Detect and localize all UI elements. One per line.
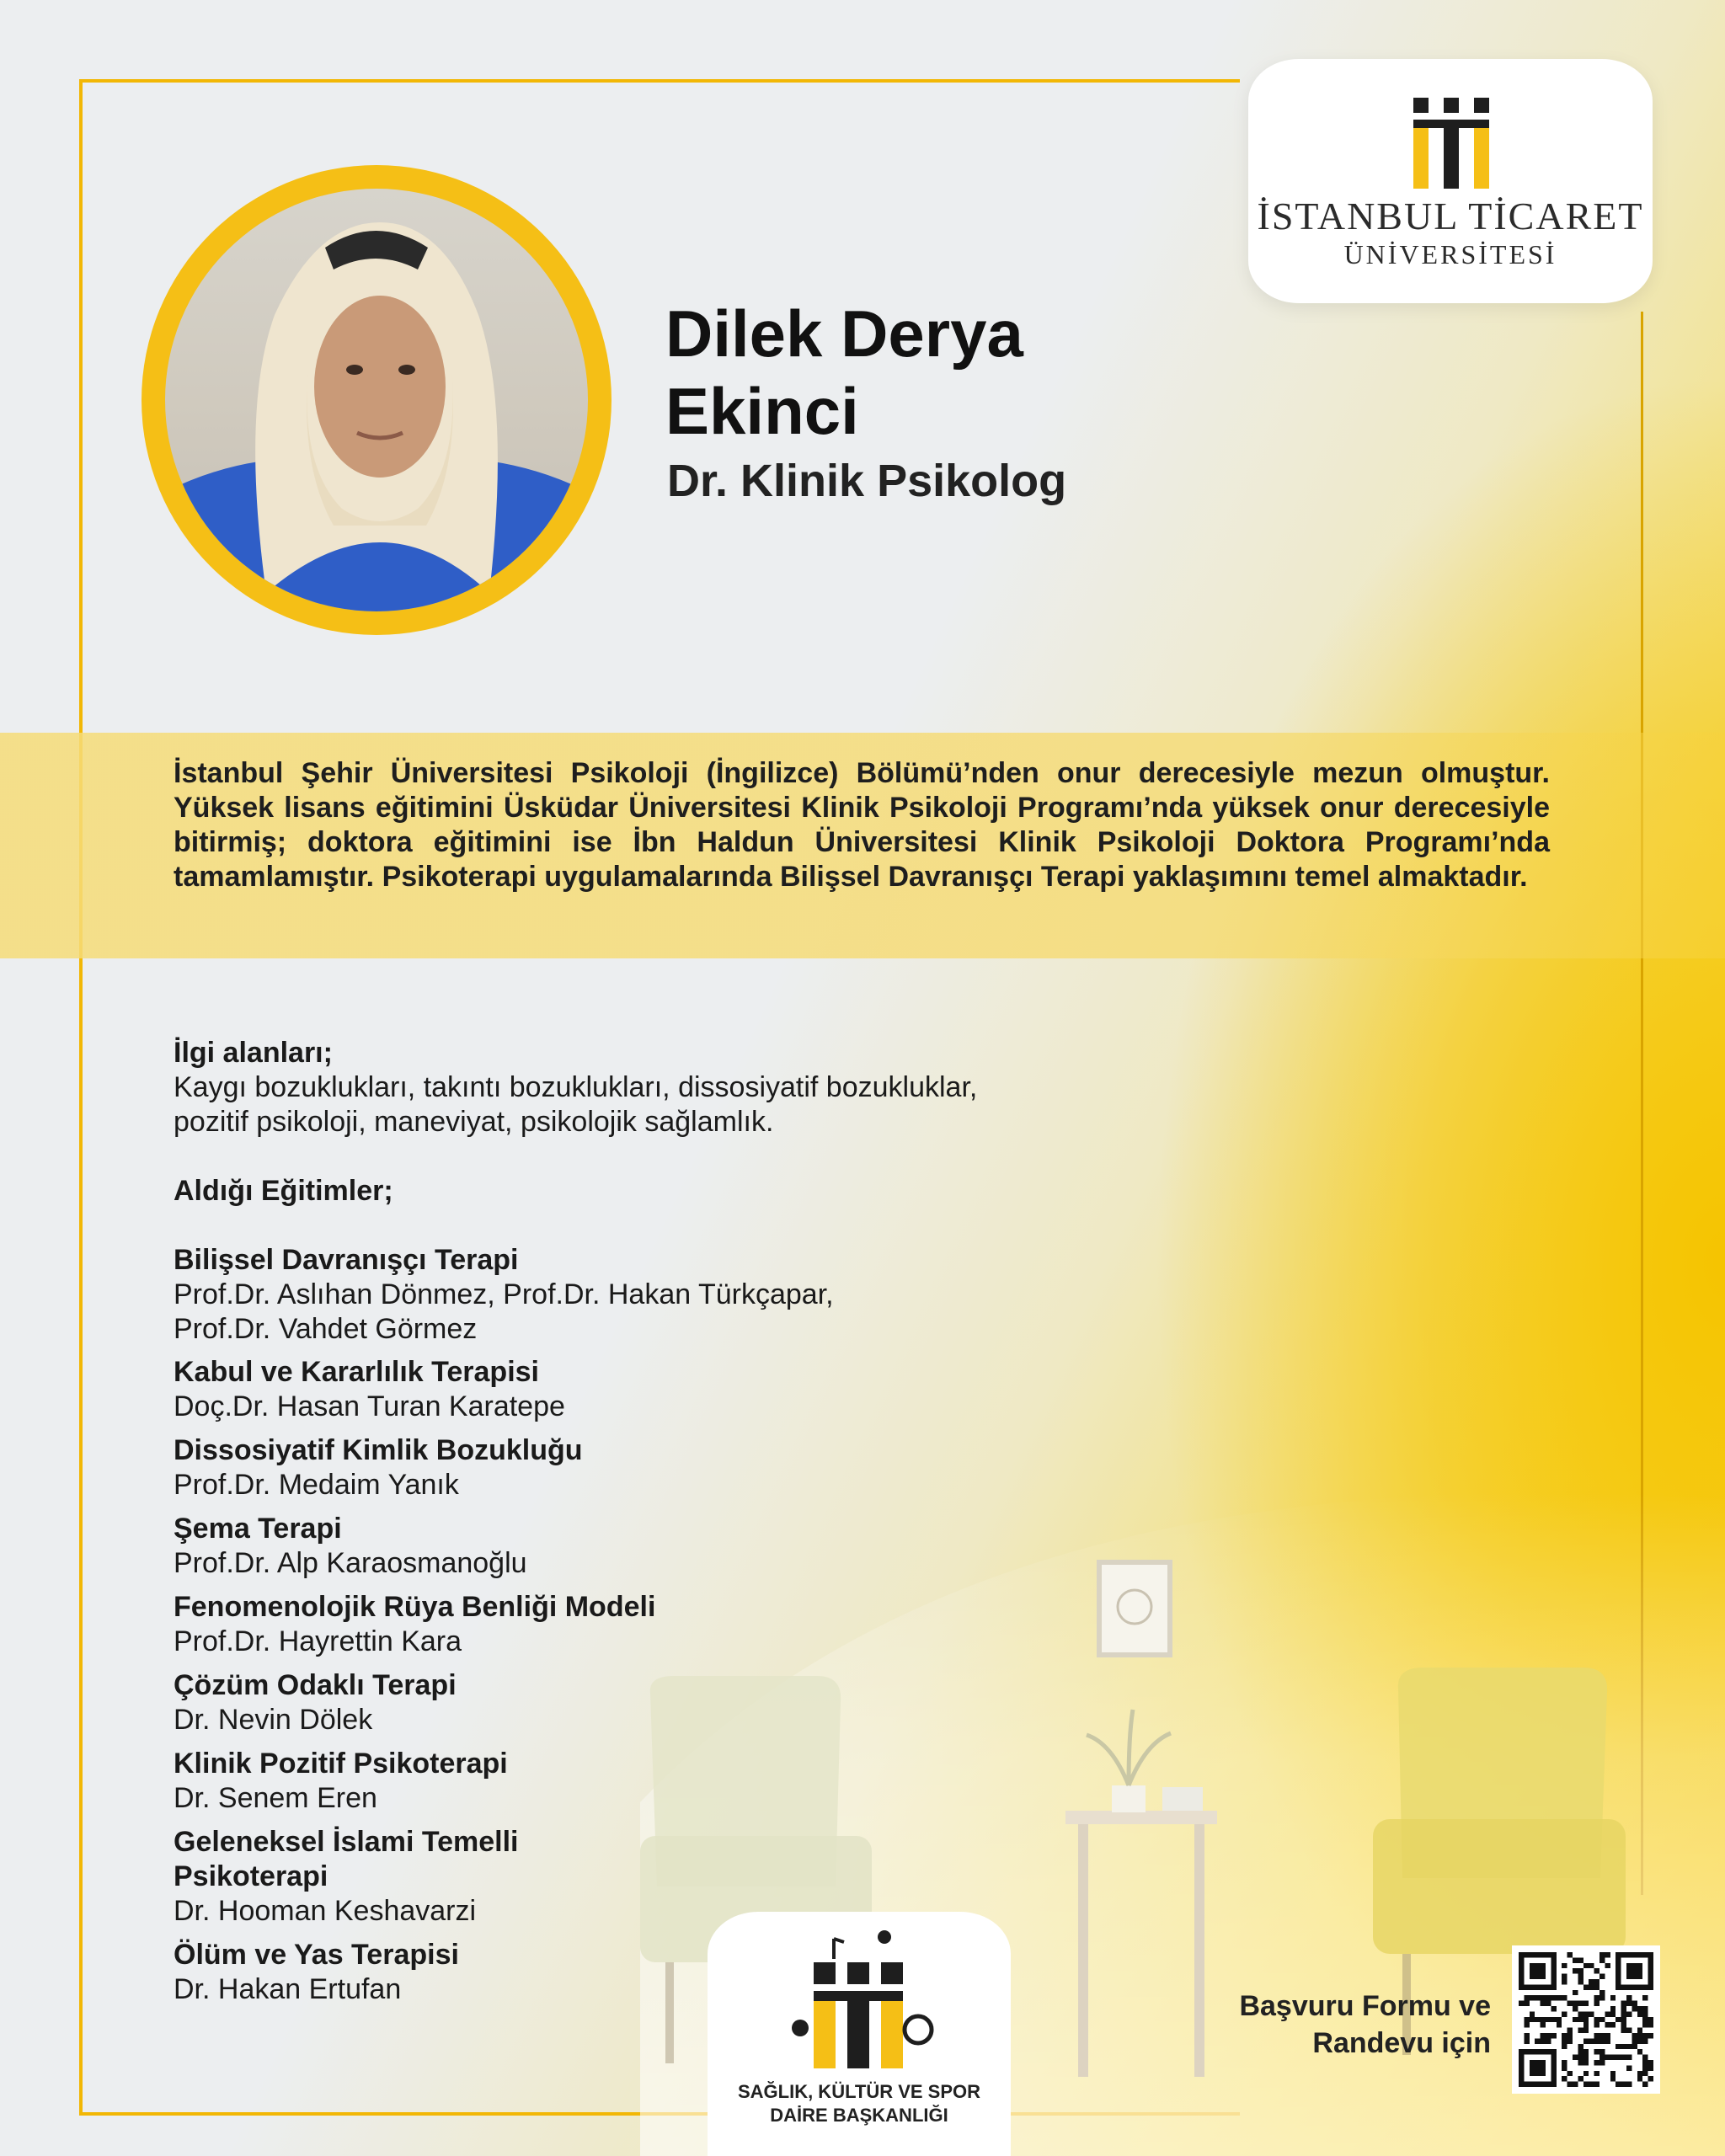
training-instructors: Prof.Dr. Medaim Yanık [174, 1469, 459, 1501]
training-title: Ölüm ve Yas Terapisi [174, 1939, 459, 1971]
profile-photo [142, 165, 611, 635]
training-instructors-cont: Prof.Dr. Vahdet Görmez [174, 1313, 478, 1345]
training-item [174, 1668, 457, 1737]
training-title: Fenomenolojik Rüya Benliği Modeli [174, 1591, 656, 1623]
training-item [174, 1825, 518, 1929]
apply-text-line2: Randevu için [1312, 2027, 1491, 2059]
training-title-cont: Psikoterapi [174, 1860, 328, 1892]
university-name-line1: İSTANBUL TİCARET [1257, 195, 1644, 237]
person-title: Dr. Klinik Psikolog [667, 456, 1067, 506]
training-title: Kabul ve Kararlılık Terapisi [174, 1356, 539, 1388]
training-item [174, 1243, 834, 1347]
training-title: Çözüm Odaklı Terapi [174, 1669, 457, 1701]
department-name-line2: DAİRE BAŞKANLIĞI [770, 2105, 948, 2126]
training-instructors: Prof.Dr. Hayrettin Kara [174, 1625, 462, 1657]
interests-line2: pozitif psikoloji, maneviyat, psikolojik sağlamlık. [174, 1106, 774, 1138]
training-item [174, 1590, 655, 1659]
training-instructors: Dr. Nevin Dölek [174, 1704, 373, 1736]
person-name [665, 295, 1023, 450]
training-title: Dissosiyatif Kimlik Bozukluğu [174, 1434, 583, 1466]
training-instructors: Dr. Senem Eren [174, 1782, 377, 1814]
training-title: Şema Terapi [174, 1513, 342, 1545]
training-instructors: Prof.Dr. Alp Karaosmanoğlu [174, 1547, 527, 1579]
training-title: Bilişsel Davranışçı Terapi [174, 1244, 519, 1276]
training-instructors: Dr. Hakan Ertufan [174, 1973, 402, 2005]
training-item [174, 1433, 583, 1502]
training-item [174, 1512, 527, 1581]
department-name [708, 2080, 1011, 2127]
person-name-line2: Ekinci [665, 374, 859, 448]
university-logo-icon [1413, 98, 1489, 189]
training-instructors: Dr. Hooman Keshavarzi [174, 1895, 477, 1927]
department-logo-icon [783, 1929, 935, 2072]
apply-text [1179, 1988, 1491, 2062]
university-name-line2: ÜNİVERSİTESİ [1343, 239, 1557, 270]
training-instructors: Doç.Dr. Hasan Turan Karatepe [174, 1390, 565, 1422]
training-item [174, 1355, 565, 1424]
qr-code[interactable] [1512, 1945, 1660, 2094]
trainings-heading: Aldığı Eğitimler; [174, 1175, 393, 1207]
person-name-line1: Dilek Derya [665, 296, 1023, 371]
training-title: Geleneksel İslami Temelli [174, 1826, 519, 1858]
apply-text-line1: Başvuru Formu ve [1239, 1990, 1491, 2022]
training-instructors: Prof.Dr. Aslıhan Dönmez, Prof.Dr. Hakan Türkçapar, [174, 1278, 834, 1310]
interests-line1: Kaygı bozuklukları, takıntı bozuklukları, dissosiyatif bozukluklar, [174, 1071, 978, 1103]
bio-text: İstanbul Şehir Üniversitesi Psikoloji (İngilizce) Bölümü’nden onur derecesiyle mezun olmuştur. Yüksek lisans eğitimini Üsküdar Üniversitesi Klinik Psikoloji Programı’nda yüksek onur derecesiyle bitirmiş; doktora eğitimini ise İbn Haldun Üniversitesi Klinik Psikoloji Doktora Programı’nda tamamlamıştır. Psikoterapi uygulamalarında Bilişsel Davranışçı Terapi yaklaşımını temel almaktadır. [174, 757, 1550, 893]
training-item [174, 1747, 508, 1816]
department-name-line1: SAĞLIK, KÜLTÜR VE SPOR [737, 2081, 981, 2102]
training-item [174, 1938, 459, 2007]
qr-code-icon [1519, 1952, 1653, 2087]
person-portrait [165, 189, 588, 611]
interests-heading: İlgi alanları; [174, 1037, 333, 1069]
training-title: Klinik Pozitif Psikoterapi [174, 1748, 508, 1780]
